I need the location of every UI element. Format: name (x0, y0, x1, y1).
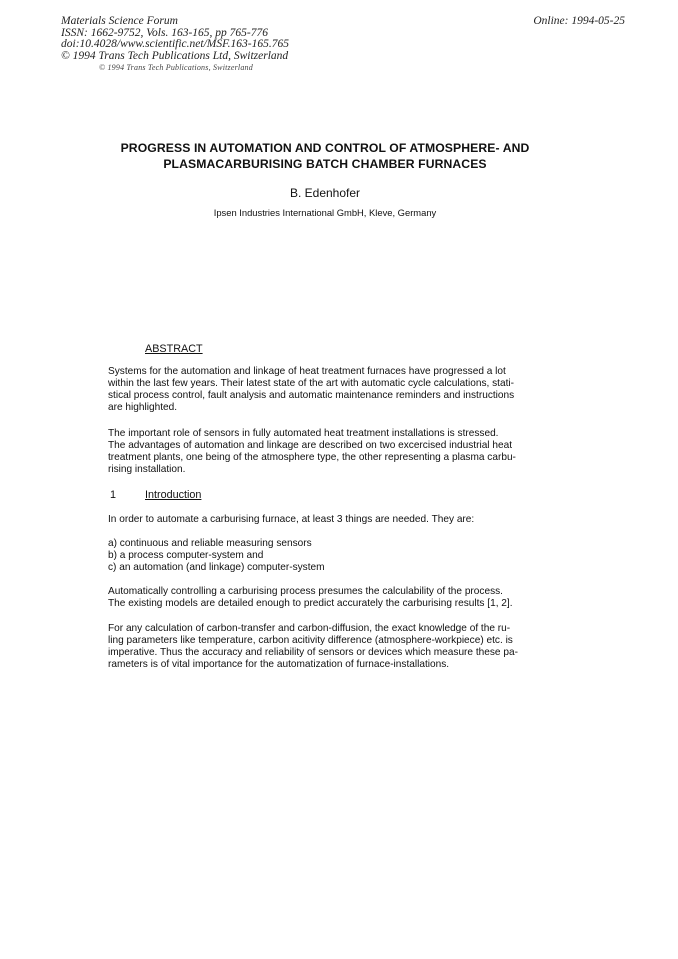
text-line: are highlighted. (108, 402, 178, 414)
text-line: Automatically controlling a carburising process presumes the calculability of the process. (108, 586, 503, 597)
doi-line: doi:10.4028/www.scientific.net/MSF.163-165.765 (61, 38, 289, 51)
faint-copyright-line: © 1994 Trans Tech Publications, Switzerland (99, 63, 253, 72)
text-line: rameters is of vital importance for the automatization of furnace-installations. (108, 659, 450, 671)
online-date: Online: 1994-05-25 (533, 15, 625, 27)
text-line: ling parameters like temperature, carbon acitivity difference (atmosphere-workpiece) etc. is (108, 635, 513, 647)
text-line: rising installation. (108, 464, 186, 476)
author-affiliation: Ipsen Industries International GmbH, Kleve, Germany (213, 207, 437, 218)
text-line: imperative. Thus the accuracy and reliability of sensors or devices which measure these pa- (108, 647, 518, 659)
models-paragraph (108, 586, 544, 610)
author-name: B. Edenhofer (289, 186, 361, 200)
text-line: The existing models are detailed enough to predict accurately the carburising results [1, 2]. (108, 598, 513, 610)
sensors-paragraph (108, 623, 544, 671)
paper-title (100, 141, 550, 172)
intro-sentence: In order to automate a carburising furnace, at least 3 things are needed. They are: (108, 514, 475, 525)
copyright-line: © 1994 Trans Tech Publications Ltd, Switzerland (61, 49, 289, 62)
title-line-1: PROGRESS IN AUTOMATION AND CONTROL OF ATMOSPHERE- AND (120, 141, 530, 155)
section-heading: Introduction (145, 489, 202, 501)
section-number: 1 (110, 489, 117, 501)
text-line: Systems for the automation and linkage of heat treatment furnaces have progressed a lot (108, 366, 506, 377)
title-line-2: PLASMACARBURISING BATCH CHAMBER FURNACES (163, 156, 487, 171)
text-line: stical process control, fault analysis and automatic maintenance reminders and instructions (108, 390, 515, 402)
abstract-heading: ABSTRACT (145, 343, 203, 355)
text-line: within the last few years. Their latest state of the art with automatic cycle calculations, stati- (108, 378, 514, 390)
list-item: a) continuous and reliable measuring sensors (108, 538, 312, 549)
journal-name: Materials Science Forum (61, 15, 178, 27)
requirements-list (108, 538, 544, 574)
text-line: treatment plants, one being of the atmosphere type, the other representing a plasma carbu- (108, 452, 516, 464)
text-line: The advantages of automation and linkage are described on two excercised industrial heat (108, 440, 513, 452)
issn-line: ISSN: 1662-9752, Vols. 163-165, pp 765-776 (61, 26, 268, 39)
list-item: c) an automation (and linkage) computer-system (108, 562, 325, 574)
text-line: The important role of sensors in fully automated heat treatment installations is stressed. (108, 428, 499, 439)
text-line: For any calculation of carbon-transfer and carbon-diffusion, the exact knowledge of the ru- (108, 623, 511, 634)
abstract-paragraph-1 (108, 366, 544, 414)
citation-header (61, 16, 289, 62)
list-item: b) a process computer-system and (108, 550, 264, 562)
abstract-paragraph-2 (108, 428, 544, 476)
